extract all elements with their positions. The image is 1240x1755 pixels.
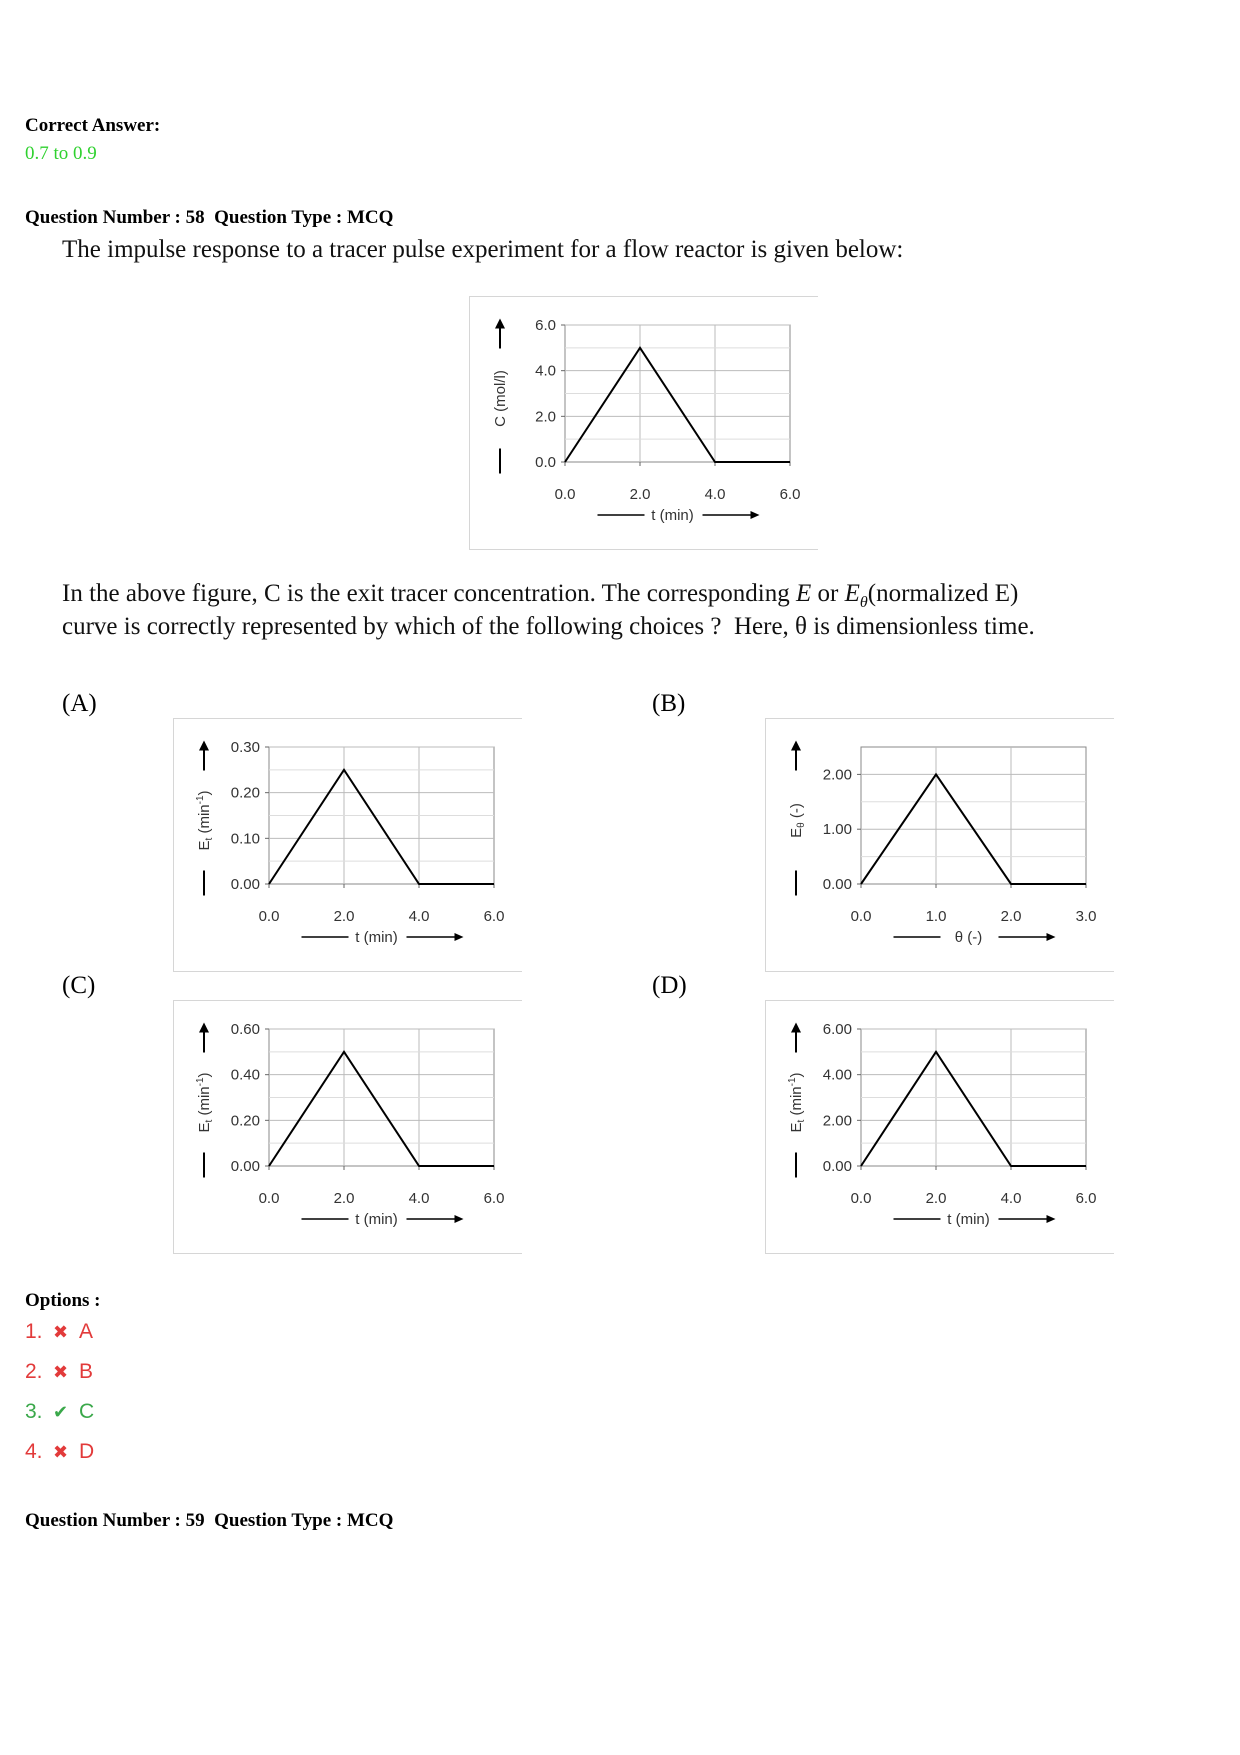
y-axis-arrowhead [791, 1023, 801, 1033]
chart-d [766, 1001, 1114, 1253]
y-tick-label: 0.20 [230, 784, 260, 802]
y-tick-label: 0.0 [535, 454, 556, 471]
y-tick-label: 0.60 [230, 1021, 260, 1038]
y-tick-label: 0.30 [230, 739, 260, 756]
x-axis-arrowhead [455, 1215, 464, 1223]
y-axis-label-group [788, 741, 807, 896]
chart-c-frame [173, 1000, 522, 1254]
y-tick-label: 0.20 [230, 1112, 260, 1130]
chart-b-frame [765, 718, 1114, 972]
option-number: 4. [25, 1440, 43, 1463]
x-tick-label: 1.0 [925, 908, 947, 925]
y-tick-label: 1.00 [822, 821, 852, 839]
y-tick-label: 2.00 [822, 1112, 852, 1130]
option-number: 2. [25, 1360, 43, 1383]
x-axis-arrowhead [1047, 933, 1056, 941]
option-2[interactable] [25, 1360, 93, 1384]
y-axis-label-group [195, 741, 215, 896]
y-tick-label: 2.00 [822, 766, 852, 784]
y-axis-label: C (mol/l) [492, 370, 509, 427]
symbol-E-theta: $E_\theta$ [844, 580, 868, 611]
option-text: B [79, 1360, 94, 1383]
x-axis-arrowhead [1047, 1215, 1056, 1223]
x-tick-label: 6.0 [483, 1190, 505, 1207]
y-tick-label: 6.0 [535, 317, 556, 334]
y-axis-label-group [195, 1023, 215, 1178]
choice-label-d: (D) [652, 972, 687, 999]
correct-answer-label: Correct Answer: [25, 115, 161, 136]
plot-area [861, 747, 1086, 884]
chart-c [174, 1001, 522, 1253]
y-axis-arrowhead [495, 319, 505, 329]
x-axis-label: θ (-) [954, 929, 983, 946]
y-tick-label: 0.00 [822, 876, 852, 893]
main-chart-frame [469, 296, 818, 550]
x-axis-arrowhead [751, 511, 760, 519]
chart-b [766, 719, 1114, 971]
x-tick-label: 2.0 [1000, 908, 1022, 925]
x-axis-arrowhead [455, 933, 464, 941]
option-text: C [79, 1400, 95, 1423]
option-number: 3. [25, 1400, 43, 1423]
y-axis-arrowhead [199, 1023, 209, 1033]
x-tick-label: 3.0 [1075, 908, 1097, 925]
x-axis-label: t (min) [947, 1211, 990, 1228]
y-axis-label: $E_\theta$ (-) [788, 803, 807, 838]
y-tick-label: 0.00 [230, 1158, 260, 1175]
y-axis-label-group [492, 319, 509, 474]
x-tick-label: 6.0 [483, 908, 505, 925]
x-tick-label: 0.0 [850, 1190, 872, 1207]
cross-icon: ✖ [53, 1321, 69, 1342]
x-tick-label: 2.0 [629, 486, 651, 503]
y-tick-label: 2.0 [535, 408, 556, 426]
option-1[interactable] [25, 1320, 93, 1344]
y-tick-label: 4.0 [535, 362, 556, 380]
y-tick-label: 0.40 [230, 1066, 260, 1084]
cross-icon: ✖ [53, 1441, 69, 1462]
x-tick-label: 2.0 [925, 1190, 947, 1207]
y-tick-label: 6.00 [822, 1021, 852, 1038]
choice-label-b: (B) [652, 690, 686, 717]
choice-label-a: (A) [62, 690, 97, 717]
correct-answer-value: 0.7 to 0.9 [25, 143, 97, 164]
options-label: Options : [25, 1290, 101, 1311]
check-icon: ✔ [53, 1401, 69, 1422]
option-4[interactable] [25, 1440, 94, 1464]
x-tick-label: 2.0 [333, 1190, 355, 1207]
cross-icon: ✖ [53, 1361, 69, 1382]
option-text: A [79, 1320, 94, 1343]
x-tick-label: 6.0 [1075, 1190, 1097, 1207]
x-axis-label: t (min) [355, 1211, 398, 1228]
x-tick-label: 0.0 [554, 486, 576, 503]
question-body-line1: In the above figure, C is the exit tracer concentration. The corresponding E or $E_\theta(normalized$ E) [62, 580, 1019, 611]
x-tick-label: 6.0 [779, 486, 801, 503]
x-tick-label: 0.0 [258, 1190, 280, 1207]
question-59-header: Question Number : 59 Question Type : MCQ [25, 1510, 394, 1531]
x-tick-label: 4.0 [408, 1190, 430, 1207]
question-intro: The impulse response to a tracer pulse experiment for a flow reactor is given below: [62, 236, 904, 263]
x-tick-label: 0.0 [850, 908, 872, 925]
x-tick-label: 0.0 [258, 908, 280, 925]
y-axis-label: $E_t$ $(\min^{-1})$ [195, 1072, 215, 1133]
y-axis-label: $E_t$ $(\min^{-1})$ [195, 790, 215, 851]
y-axis-label-group [787, 1023, 807, 1178]
x-tick-label: 4.0 [408, 908, 430, 925]
x-axis-label: t (min) [651, 507, 694, 524]
question-body-line2: curve is correctly represented by which of the following choices ? Here, θ is dimensionless time. [62, 613, 1035, 640]
y-tick-label: 0.00 [230, 876, 260, 893]
x-tick-label: 4.0 [704, 486, 726, 503]
y-axis-arrowhead [791, 741, 801, 751]
y-tick-label: 0.10 [230, 830, 260, 848]
x-tick-label: 4.0 [1000, 1190, 1022, 1207]
x-axis-label: t (min) [355, 929, 398, 946]
option-3[interactable] [25, 1400, 94, 1424]
y-tick-label: 0.00 [822, 1158, 852, 1175]
y-axis-arrowhead [199, 741, 209, 751]
symbol-E: E [796, 580, 812, 607]
y-axis-label: $E_t$ $(\min^{-1})$ [787, 1072, 807, 1133]
chart-a-frame [173, 718, 522, 972]
x-tick-label: 2.0 [333, 908, 355, 925]
chart-a [174, 719, 522, 971]
option-number: 1. [25, 1320, 43, 1343]
chart-d-frame [765, 1000, 1114, 1254]
main-chart [470, 297, 818, 549]
question-58-header: Question Number : 58 Question Type : MCQ [25, 207, 394, 228]
y-tick-label: 4.00 [822, 1066, 852, 1084]
option-text: D [79, 1440, 95, 1463]
choice-label-c: (C) [62, 972, 96, 999]
